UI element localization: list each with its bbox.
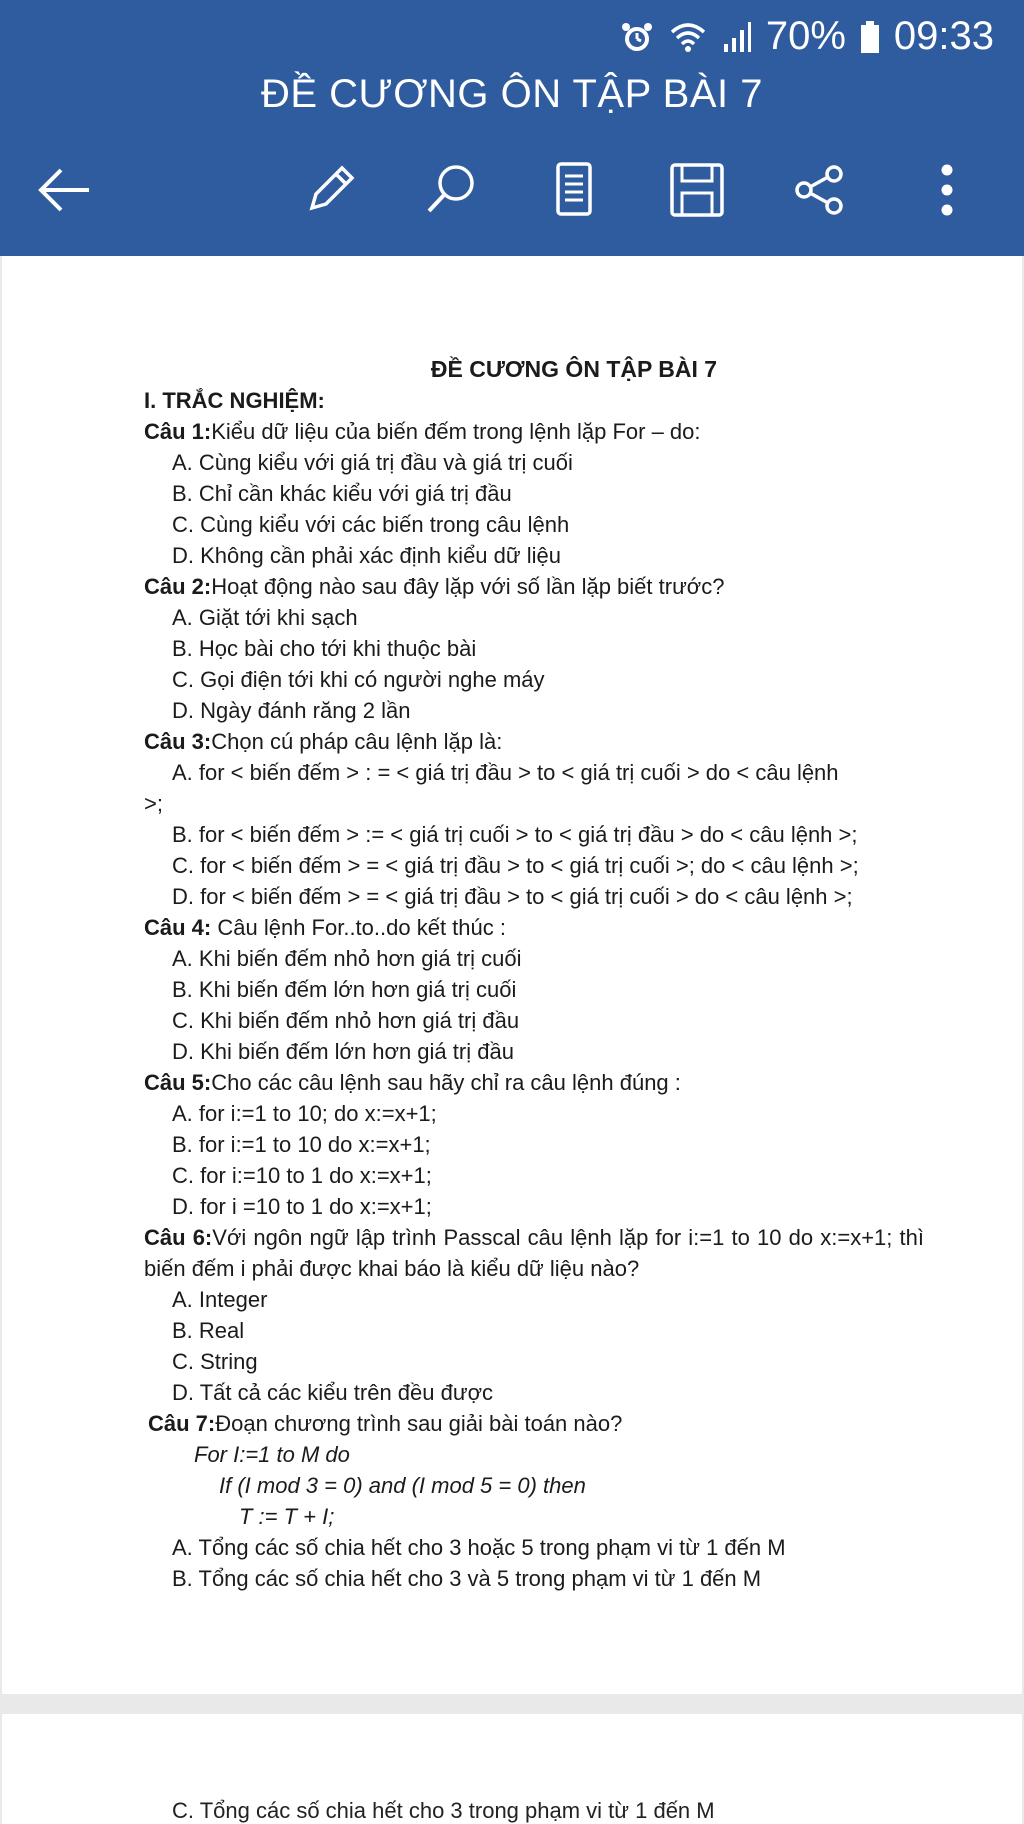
answer-option: A. Tổng các số chia hết cho 3 hoặc 5 trong phạm vi từ 1 đến M	[172, 1535, 786, 1560]
save-icon	[668, 161, 726, 219]
question-6	[144, 1222, 924, 1284]
question-label: Câu 1:	[144, 419, 212, 444]
question-label: Câu 6:	[144, 1225, 213, 1250]
question-2	[144, 571, 924, 602]
question-text: Đoạn chương trình sau giải bài toán nào?	[215, 1411, 623, 1436]
answer-option: B. Khi biến đếm lớn hơn giá trị cuối	[172, 977, 517, 1002]
answer-option: C. Cùng kiểu với các biến trong câu lệnh	[172, 512, 570, 537]
question-7	[144, 1408, 924, 1439]
document-page-2	[2, 1714, 1022, 1824]
answer-option: A. Integer	[172, 1287, 268, 1312]
question-4	[144, 912, 924, 943]
clock: 09:33	[893, 14, 994, 58]
section-heading: I. TRẮC NGHIỆM:	[144, 388, 325, 413]
alarm-icon	[620, 20, 654, 54]
question-label: Câu 2:	[144, 574, 212, 599]
search-icon	[423, 161, 481, 219]
question-1	[144, 416, 924, 447]
battery-icon	[860, 20, 880, 54]
answer-option: D. Không cần phải xác định kiểu dữ liệu	[172, 543, 561, 568]
answer-option: D. Ngày đánh răng 2 lần	[172, 698, 411, 723]
answer-option: C. for i:=10 to 1 do x:=x+1;	[172, 1163, 432, 1188]
answer-option: C. Khi biến đếm nhỏ hơn giá trị đầu	[172, 1008, 520, 1033]
answer-option: B. Học bài cho tới khi thuộc bài	[172, 636, 477, 661]
question-text: Hoạt động nào sau đây lặp với số lần lặp biết trước?	[211, 574, 725, 599]
answer-option: A. for < biến đếm > : = < giá trị đầu > to < giá trị cuối > do < câu lệnh	[172, 760, 839, 785]
answer-option: C. Gọi điện tới khi có người nghe máy	[172, 667, 545, 692]
document-icon	[554, 160, 594, 220]
question-label: Câu 7:	[148, 1411, 216, 1436]
answer-option: A. Khi biến đếm nhỏ hơn giá trị cuối	[172, 946, 522, 971]
answer-option: B. Chỉ cần khác kiểu với giá trị đầu	[172, 481, 512, 506]
toolbar	[0, 155, 1024, 225]
document-body	[144, 354, 924, 1594]
signal-icon	[722, 20, 752, 54]
pencil-icon	[302, 162, 358, 218]
back-button[interactable]	[30, 155, 100, 225]
question-text: Cho các câu lệnh sau hãy chỉ ra câu lệnh đúng :	[211, 1070, 681, 1095]
question-text: Câu lệnh For..to..do kết thúc :	[211, 915, 506, 940]
status-bar	[620, 14, 994, 59]
question-5	[144, 1067, 924, 1098]
question-label: Câu 4:	[144, 915, 212, 940]
code-line: If (I mod 3 = 0) and (I mod 5 = 0) then	[219, 1473, 586, 1498]
answer-option: D. for < biến đếm > = < giá trị đầu > to < giá trị cuối > do < câu lệnh >;	[172, 884, 853, 909]
save-button[interactable]	[662, 155, 732, 225]
answer-option: D. Khi biến đếm lớn hơn giá trị đầu	[172, 1039, 514, 1064]
more-vertical-icon	[937, 162, 957, 218]
answer-option: A. Giặt tới khi sạch	[172, 605, 358, 630]
more-options-button[interactable]	[912, 155, 982, 225]
answer-option: B. for < biến đếm > := < giá trị cuối > to < giá trị đầu > do < câu lệnh >;	[172, 822, 858, 847]
doc-heading: ĐỀ CƯƠNG ÔN TẬP BÀI 7	[430, 356, 718, 382]
arrow-left-icon	[35, 165, 95, 215]
share-button[interactable]	[785, 155, 855, 225]
share-icon	[792, 162, 848, 218]
question-label: Câu 3:	[144, 729, 212, 754]
answer-option: D. for i =10 to 1 do x:=x+1;	[172, 1194, 432, 1219]
answer-option: B. for i:=1 to 10 do x:=x+1;	[172, 1132, 431, 1157]
answer-option: A. Cùng kiểu với giá trị đầu và giá trị cuối	[172, 450, 573, 475]
question-text: Chọn cú pháp câu lệnh lặp là:	[211, 729, 503, 754]
reading-view-button[interactable]	[539, 155, 609, 225]
question-label: Câu 5:	[144, 1070, 212, 1095]
question-3	[144, 726, 924, 757]
app-bar	[0, 0, 1024, 256]
wifi-icon	[668, 20, 708, 54]
edit-button[interactable]	[295, 155, 365, 225]
document-title: ĐỀ CƯƠNG ÔN TẬP BÀI 7	[260, 72, 764, 116]
battery-percent: 70%	[765, 14, 846, 58]
document-page	[2, 256, 1022, 1694]
answer-option-continuation: >;	[144, 791, 163, 816]
answer-option-partial: C. Tổng các số chia hết cho 3 trong phạm vi từ 1 đến M	[172, 1798, 715, 1823]
code-line: For I:=1 to M do	[194, 1442, 350, 1467]
question-text: Với ngôn ngữ lập trình Passcal câu lệnh lặp for i:=1 to 10 do x:=x+1; thì biến đếm i phải được khai báo là kiểu dữ liệu nào?	[144, 1225, 924, 1281]
question-text: Kiểu dữ liệu của biến đếm trong lệnh lặp For – do:	[211, 419, 701, 444]
answer-option: C. for < biến đếm > = < giá trị đầu > to < giá trị cuối >; do < câu lệnh >;	[172, 853, 859, 878]
answer-option: A. for i:=1 to 10; do x:=x+1;	[172, 1101, 437, 1126]
search-button[interactable]	[417, 155, 487, 225]
answer-option: B. Tổng các số chia hết cho 3 và 5 trong phạm vi từ 1 đến M	[172, 1566, 762, 1591]
answer-option: D. Tất cả các kiểu trên đều được	[172, 1380, 494, 1405]
answer-option: C. String	[172, 1349, 258, 1374]
code-line: T := T + I;	[239, 1504, 335, 1529]
answer-option: B. Real	[172, 1318, 245, 1343]
